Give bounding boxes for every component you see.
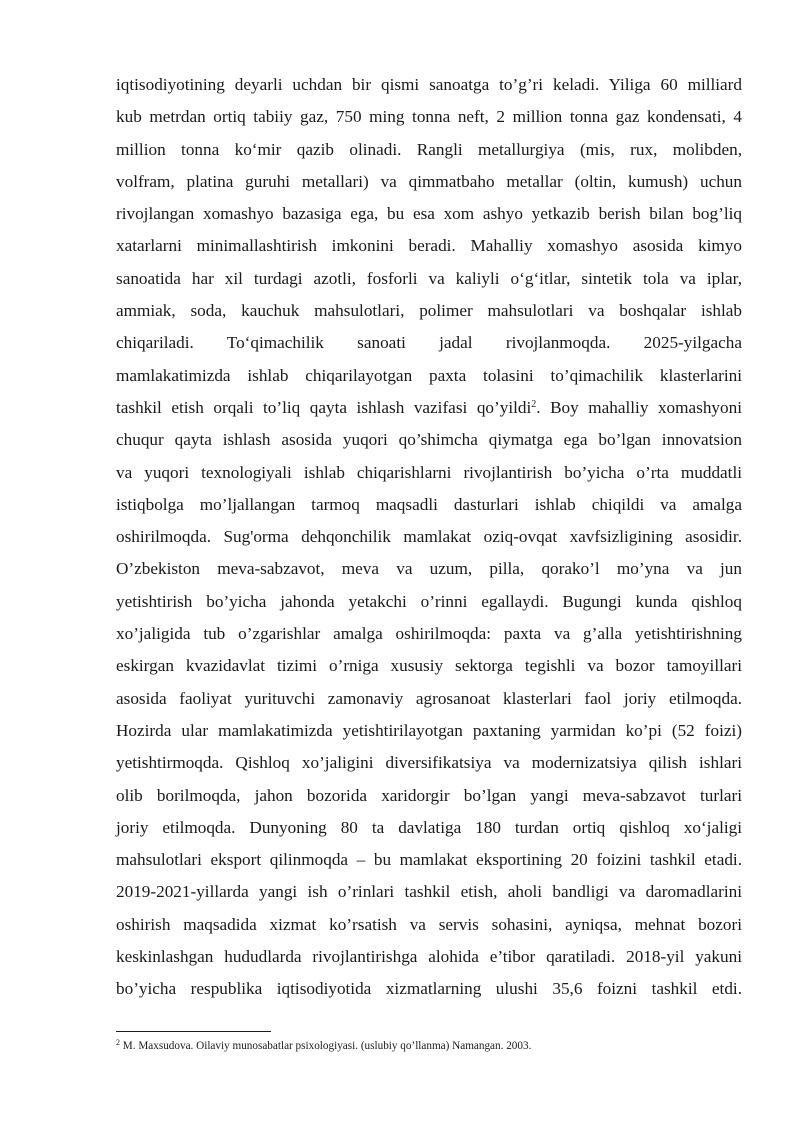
text-line: xo’jaligida tub o’zgarishlar amalga oshirilmoqda: paxta va g’alla yetishtirishning bbox=[116, 624, 742, 644]
text-line: olib borilmoqda, jahon bozorida xaridorgir bo’lgan yangi meva-sabzavot turlari bbox=[116, 785, 742, 805]
footnote-divider bbox=[116, 1031, 271, 1032]
text-line: ammiak, soda, kauchuk mahsulotlari, polimer mahsulotlari va boshqalar ishlab bbox=[116, 301, 742, 321]
text-line: oshirish maqsadida xizmat ko’rsatish va servis sohasini, ayniqsa, mehnat bozori bbox=[116, 914, 742, 934]
text-line: va yuqori texnologiyali ishlab chiqarishlarni rivojlantirish bo’yicha o’rta muddatli bbox=[116, 462, 742, 482]
footnote bbox=[116, 1039, 742, 1053]
text-line: Hozirda ular mamlakatimizda yetishtirilayotgan paxtaning yarmidan ko’pi (52 foizi) bbox=[116, 720, 742, 740]
text-line: bo’yicha respublika iqtisodiyotida xizmatlarning ulushi 35,6 foizni tashkil etdi. bbox=[116, 979, 742, 999]
text-line: eskirgan kvazidavlat tizimi o’rniga xususiy sektorga tegishli va bozor tamoyillari bbox=[116, 656, 742, 676]
text-segment: tashkil etish orqali to’liq qayta ishlash vazifasi qo’yildi bbox=[116, 397, 532, 417]
text-line: oshirilmoqda. Sug'orma dehqonchilik mamlakat oziq-ovqat xavfsizligining asosidir. bbox=[116, 527, 742, 547]
text-line: 2019-2021-yillarda yangi ish o’rinlari tashkil etish, aholi bandligi va daromadlarini bbox=[116, 882, 742, 902]
text-line: chiqariladi. To‘qimachilik sanoati jadal rivojlanmoqda. 2025-yilgacha bbox=[116, 333, 742, 353]
text-line: xatarlarni minimallashtirish imkonini beradi. Mahalliy xomashyo asosida kimyo bbox=[116, 236, 742, 256]
text-line: O’zbekiston meva-sabzavot, meva va uzum, pilla, qorako’l mo’yna va jun bbox=[116, 559, 742, 579]
text-line: yetishtirish bo’yicha jahonda yetakchi o’rinni egallaydi. Bugungi kunda qishloq bbox=[116, 591, 742, 611]
text-line: volfram, platina guruhi metallari) va qimmatbaho metallar (oltin, kumush) uchun bbox=[116, 171, 742, 191]
text-line: sanoatida har xil turdagi azotli, fosforli va kaliyli o‘g‘itlar, sintetik tola va iplar, bbox=[116, 268, 742, 288]
text-line: istiqbolga mo’ljallangan tarmoq maqsadli dasturlari ishlab chiqildi va amalga bbox=[116, 494, 742, 514]
text-line: iqtisodiyotining deyarli uchdan bir qismi sanoatga to’g’ri keladi. Yiliga 60 milliard bbox=[116, 75, 742, 94]
text-line: joriy etilmoqda. Dunyoning 80 ta davlatiga 180 turdan ortiq qishloq xo‘jaligi bbox=[116, 817, 742, 837]
text-line: kub metrdan ortiq tabiiy gaz, 750 ming tonna neft, 2 million tonna gaz kondensati, 4 bbox=[116, 107, 742, 127]
text-line: asosida faoliyat yurituvchi zamonaviy agrosanoat klasterlari faol joriy etilmoqda. bbox=[116, 688, 742, 708]
main-text bbox=[116, 69, 742, 1006]
text-line-with-footnote bbox=[116, 392, 742, 424]
footnote-number: 2 bbox=[116, 1038, 120, 1047]
text-line: million tonna ko‘mir qazib olinadi. Rangli metallurgiya (mis, rux, molibden, bbox=[116, 139, 742, 159]
text-line: mamlakatimizda ishlab chiqarilayotgan paxta tolasini to’qimachilik klasterlarini bbox=[116, 365, 742, 385]
text-line: rivojlangan xomashyo bazasiga ega, bu esa xom ashyo yetkazib berish bilan bog’liq bbox=[116, 204, 742, 224]
footnote-text: M. Maxsudova. Oilaviy munosabatlar psixologiyasi. (uslubiy qo’llanma) Namangan. 2003. bbox=[120, 1040, 532, 1052]
text-line: keskinlashgan hududlarda rivojlantirishga alohida e’tibor qaratiladi. 2018-yil yakuni bbox=[116, 947, 742, 967]
footnote-reference: 2 bbox=[531, 398, 537, 410]
text-line: yetishtirmoqda. Qishloq xo’jaligini diversifikatsiya va modernizatsiya qilish ishlari bbox=[116, 753, 742, 773]
text-segment: . Boy mahalliy xomashyoni bbox=[536, 397, 742, 417]
text-line: chuqur qayta ishlash asosida yuqori qo’shimcha qiymatga ega bo’lgan innovatsion bbox=[116, 430, 742, 450]
text-line: mahsulotlari eksport qilinmoqda – bu mamlakat eksportining 20 foizini tashkil etadi. bbox=[116, 850, 742, 870]
